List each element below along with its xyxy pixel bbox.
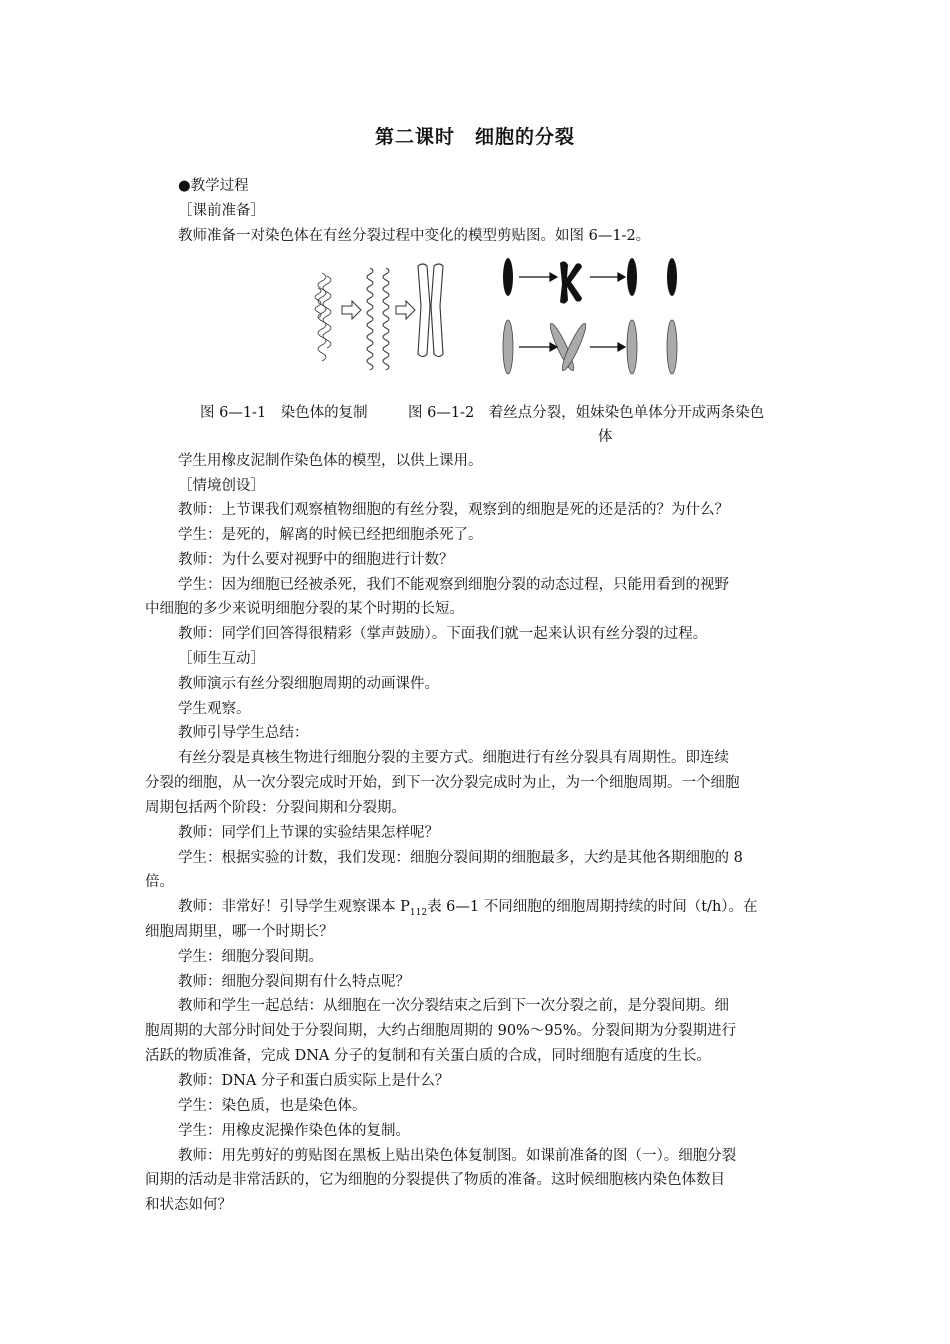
paragraph: 学生：根据实验的计数，我们发现：细胞分裂间期的细胞最多，大约是其他各期细胞的 8	[178, 850, 743, 866]
chromatin-illustration	[315, 273, 331, 361]
arrow-icon	[342, 301, 361, 319]
text-run: 表 6—1 不同细胞的细胞周期持续的时间（t/h）。在	[427, 899, 758, 915]
paragraph: 教师：用先剪好的剪贴图在黑板上贴出染色体复制图。如课前准备的图（一）。细胞分裂	[178, 1148, 737, 1164]
replicated-chromosome	[418, 264, 443, 357]
paragraph: 学生用橡皮泥制作染色体的模型，以供上课用。	[178, 453, 483, 469]
chromosome-figure	[300, 258, 700, 383]
paragraph: 胞周期的大部分时间处于分裂间期，大约占细胞周期的 90%～95%。分裂间期为分裂期进行	[145, 1023, 737, 1039]
figure-caption-2: 图 6—1-2 着丝点分裂，姐妹染色单体分开成两条染色	[408, 405, 765, 421]
paragraph: 教师：同学们上节课的实验结果怎样呢？	[178, 825, 439, 841]
coiled-chromosome	[367, 268, 389, 370]
paragraph: 教师：细胞分裂间期有什么特点呢？	[178, 974, 410, 990]
paragraph: 教师：上节课我们观察植物细胞的有丝分裂，观察到的细胞是死的还是活的？为什么？	[178, 502, 729, 518]
arrow-icon	[396, 301, 415, 319]
text-run: 教师：非常好！引导学生观察课本 P	[178, 899, 410, 915]
section-heading: ［情境创设］	[178, 478, 265, 494]
paragraph: 分裂的细胞，从一次分裂完成时开始，到下一次分裂完成时为止，为一个细胞周期。一个细胞	[145, 775, 740, 791]
paragraph: 间期的活动是非常活跃的，它为细胞的分裂提供了物质的准备。这时候细胞核内染色体数目	[145, 1172, 725, 1188]
paragraph: 教师：DNA 分子和蛋白质实际上是什么？	[178, 1073, 450, 1089]
page-title: 第二课时 细胞的分裂	[374, 126, 575, 148]
paragraph: 学生：是死的，解离的时候已经把细胞杀死了。	[178, 527, 483, 543]
dark-chromosome-row	[503, 258, 677, 304]
paragraph: 学生：细胞分裂间期。	[178, 949, 323, 965]
paragraph: 学生：染色质，也是染色体。	[178, 1098, 367, 1114]
paragraph: 倍。	[145, 874, 174, 890]
section-heading: ［师生互动］	[178, 651, 265, 667]
paragraph: 学生：用橡皮泥操作染色体的复制。	[178, 1123, 410, 1139]
paragraph: 活跃的物质准备，完成 DNA 分子的复制和有关蛋白质的合成，同时细胞有适度的生长。	[145, 1048, 711, 1064]
paragraph: 教师：为什么要对视野中的细胞进行计数？	[178, 552, 454, 568]
paragraph: 教师演示有丝分裂细胞周期的动画课件。	[178, 676, 439, 692]
paragraph: 和状态如何？	[145, 1197, 232, 1213]
figure-caption-2-cont: 体	[598, 429, 613, 445]
section-heading: ●教学过程	[178, 178, 249, 194]
paragraph: 有丝分裂是真核生物进行细胞分裂的主要方式。细胞进行有丝分裂具有周期性。即连续	[178, 750, 729, 766]
paragraph: 教师和学生一起总结：从细胞在一次分裂结束之后到下一次分裂之前，是分裂间期。细	[178, 998, 729, 1014]
paragraph: 学生：因为细胞已经被杀死，我们不能观察到细胞分裂的动态过程，只能用看到的视野	[178, 577, 729, 593]
page-subscript: 112	[409, 907, 428, 918]
figure-caption-1: 图 6—1-1 染色体的复制	[200, 405, 368, 421]
paragraph: 教师引导学生总结：	[178, 725, 309, 741]
paragraph: 学生观察。	[178, 701, 251, 717]
paragraph: 细胞周期里，哪一个时期长？	[145, 924, 334, 940]
paragraph: 周期包括两个阶段：分裂间期和分裂期。	[145, 800, 406, 816]
paragraph: 教师准备一对染色体在有丝分裂过程中变化的模型剪贴图。如图 6—1-2。	[178, 228, 651, 244]
section-heading: ［课前准备］	[178, 203, 265, 219]
paragraph: 中细胞的多少来说明细胞分裂的某个时期的长短。	[145, 601, 464, 617]
paragraph: 教师：同学们回答得很精彩（掌声鼓励）。下面我们就一起来认识有丝分裂的过程。	[178, 626, 708, 642]
